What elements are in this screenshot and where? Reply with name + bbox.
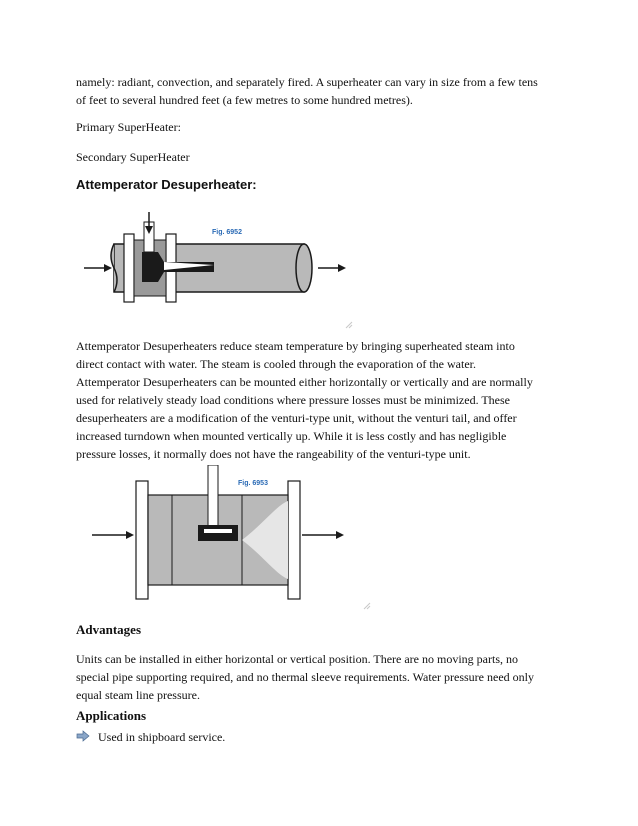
intro-line-1: namely: radiant, convection, and separately fired. A superheater can vary in size from a few tens xyxy=(76,75,538,89)
attemperator-line-6: increased turndown when mounted vertically up. While it is less costly and has negligible xyxy=(76,429,507,443)
advantages-paragraph xyxy=(76,650,534,704)
attemperator-line-2: direct contact with water. The steam is cooled through the evaporation of the water. xyxy=(76,357,476,371)
figure-6953 xyxy=(92,465,378,611)
attemperator-line-5: desuperheaters are a modification of the venturi-type unit, without the venturi tail, and offer xyxy=(76,411,517,425)
attemperator-heading: Attemperator Desuperheater: xyxy=(76,177,257,192)
figure-6952 xyxy=(84,212,356,330)
attemperator-line-7: pressure losses, it normally does not have the rangeability of the venturi-type unit. xyxy=(76,447,471,461)
arrow-bullet-icon xyxy=(76,730,90,742)
advantages-line-2: special pipe supporting required, and no thermal sleeve requirements. Water pressure need only xyxy=(76,670,534,684)
advantages-line-1: Units can be installed in either horizontal or vertical position. There are no moving parts, no xyxy=(76,652,518,666)
attemperator-paragraph xyxy=(76,337,533,463)
application-item-1: Used in shipboard service. xyxy=(98,730,226,744)
intro-line-2: of feet to several hundred feet (a few metres to some hundred metres). xyxy=(76,93,413,107)
attemperator-line-1: Attemperator Desuperheaters reduce steam temperature by bringing superheated steam into xyxy=(76,339,515,353)
intro-paragraph xyxy=(76,73,538,109)
figure-6953-caption: Fig. 6953 xyxy=(238,480,268,487)
attemperator-line-3: Attemperator Desuperheaters can be mounted either horizontally or vertically and are normally xyxy=(76,375,533,389)
applications-heading: Applications xyxy=(76,708,147,723)
secondary-superheater-label: Secondary SuperHeater xyxy=(76,150,190,164)
primary-superheater-label: Primary SuperHeater: xyxy=(76,120,181,134)
advantages-heading: Advantages xyxy=(76,622,142,637)
advantages-line-3: equal steam line pressure. xyxy=(76,688,200,702)
attemperator-line-4: used for relatively steady load conditions where pressure losses must be minimized. These xyxy=(76,393,511,407)
figure-6952-caption: Fig. 6952 xyxy=(212,229,242,236)
